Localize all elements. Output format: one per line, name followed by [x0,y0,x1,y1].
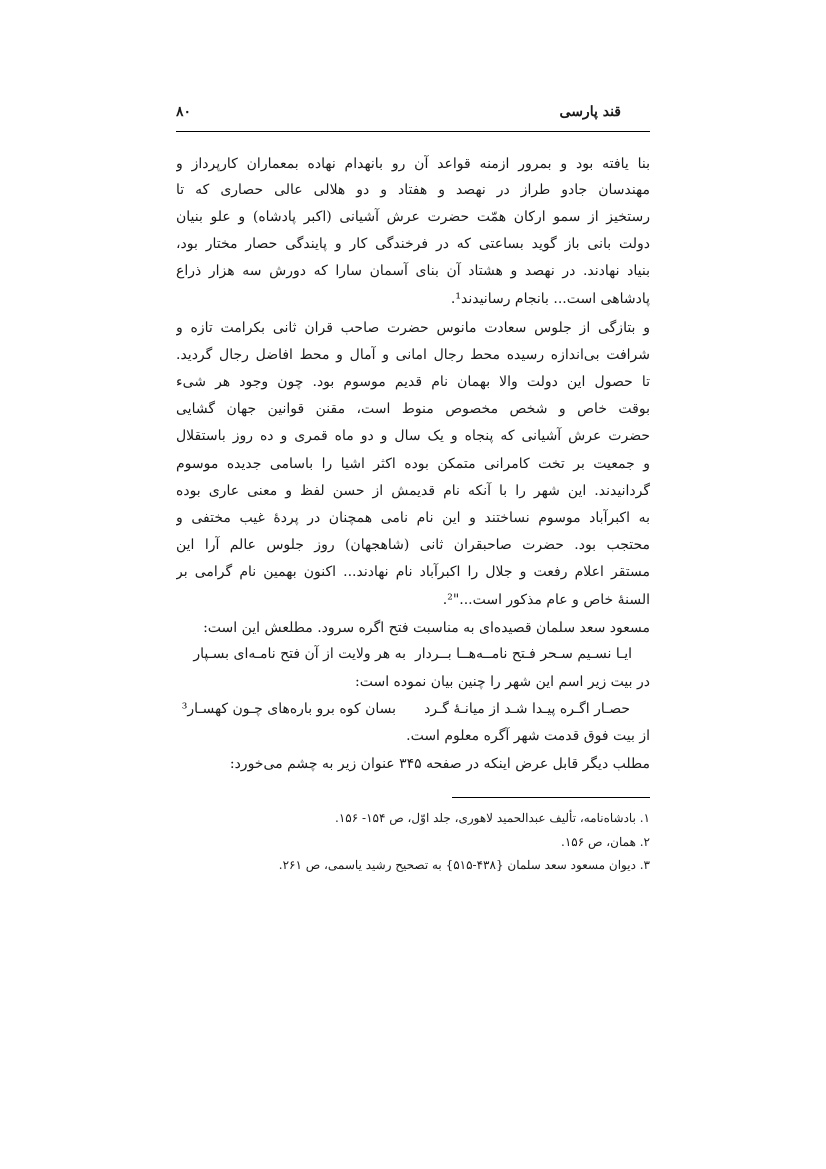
body-line: شرافت بی‌اندازه رسیده محط رجال امانی و آمال و محط افاضل رجال گردید. [176,347,650,363]
header-rule [176,131,650,132]
body-line: بنا یافته بود و بمرور ازمنه قواعد آن رو بانهدام نهاده بمعماران کارپرداز و [176,156,650,172]
body-line: السنهٔ خاص و عام مذکور است..."². [442,592,650,608]
body-line: در بیت زیر اسم این شهر را چنین بیان نموده است: [355,674,650,690]
verse-hemistich-right: ایـا نسـیم سـحر فـتح نامــه‌هــا بــردار [414,646,632,662]
body-line: حضرت عرش آشیانی که پنجاه و یک سال و دو ماه قمری و ده روز باستقلال [176,428,650,444]
running-title: قند پارسی [559,104,621,120]
verse-hemistich-right: حصـار اگـره پیـدا شـد از میانـهٔ گـرد [424,701,630,717]
body-line: پادشاهی است... بانجام رسانیدند¹. [450,291,650,307]
footnote-rule [452,797,650,798]
body-line: و جمعیت بر تخت کامرانی متمکن بوده اکثر اشیا را باسامی جدیده موسوم [176,456,650,472]
body-line: مستقر اعلام رفعت و جلال را اکبرآباد نام نهادند... اکنون بهمین نام گرامی بر [176,564,650,580]
page-number: ۸۰ [176,104,192,120]
body-line: دولت بانی باز گوید بساعتی که در فرخندگی کار و پایندگی حصار مختار بود، [176,236,650,252]
body-line: رستخیز از سمو ارکان همّت حضرت عرش آشیانی (اکبر پادشاه) و علو بنیان [176,209,650,225]
body-line: از بیت فوق قدمت شهر آگره معلوم است. [406,728,650,744]
footnote: ۲. همان، ص ۱۵۶. [561,835,650,849]
body-line: مطلب دیگر قابل عرض اینکه در صفحه ۳۴۵ عنوان زیر به چشم می‌خورد: [229,756,650,772]
verse-hemistich-left: بسان کوه برو باره‌های چـون کهسـار³ [181,701,396,717]
body-line: مهندسان جادو طراز در نهصد و هفتاد و دو هلالی عالی حصاری که تا [176,182,650,198]
body-line: مسعود سعد سلمان قصیده‌ای به مناسبت فتح اگره سرود. مطلعش این است: [203,620,650,636]
body-line: بنیاد نهادند. در نهصد و هشتاد آن بنای آسمان سارا که دورش سه هزار ذراع [176,263,650,279]
verse-hemistich-left: به هر ولایت از آن فتح نامـه‌ای بسـپار [193,646,406,662]
body-line: به اکبرآباد موسوم نساختند و این نام نامی همچنان در پردهٔ غیب مختفی و [176,510,650,526]
body-line: گردانیدند. این شهر را با آنکه نام قدیمش از حسن لفظ و معنی عاری بوده [176,483,650,499]
body-line: بوقت خاص و شخص مخصوص منوط است، مقنن قوانین جهان گشایی [176,401,650,417]
body-line: تا حصول این دولت والا بهمان نام قدیم موسوم بود. چون وجود هر شیء [176,374,650,390]
footnote: ۱. بادشاه‌نامه، تألیف عبدالحمید لاهوری، جلد اوّل، ص ۱۵۴- ۱۵۶. [335,811,650,825]
body-line: محتجب بود. حضرت صاحبقران ثانی (شاهجهان) روز جلوس عالم آرا این [176,537,650,553]
footnote: ۳. دیوان مسعود سعد سلمان {۴۳۸-۵۱۵} به تصحیح رشید یاسمی، ص ۲۶۱. [278,858,650,872]
body-line: و بتازگی از جلوس سعادت مانوس حضرت صاحب قران ثانی بکرامت تازه و [176,320,650,336]
